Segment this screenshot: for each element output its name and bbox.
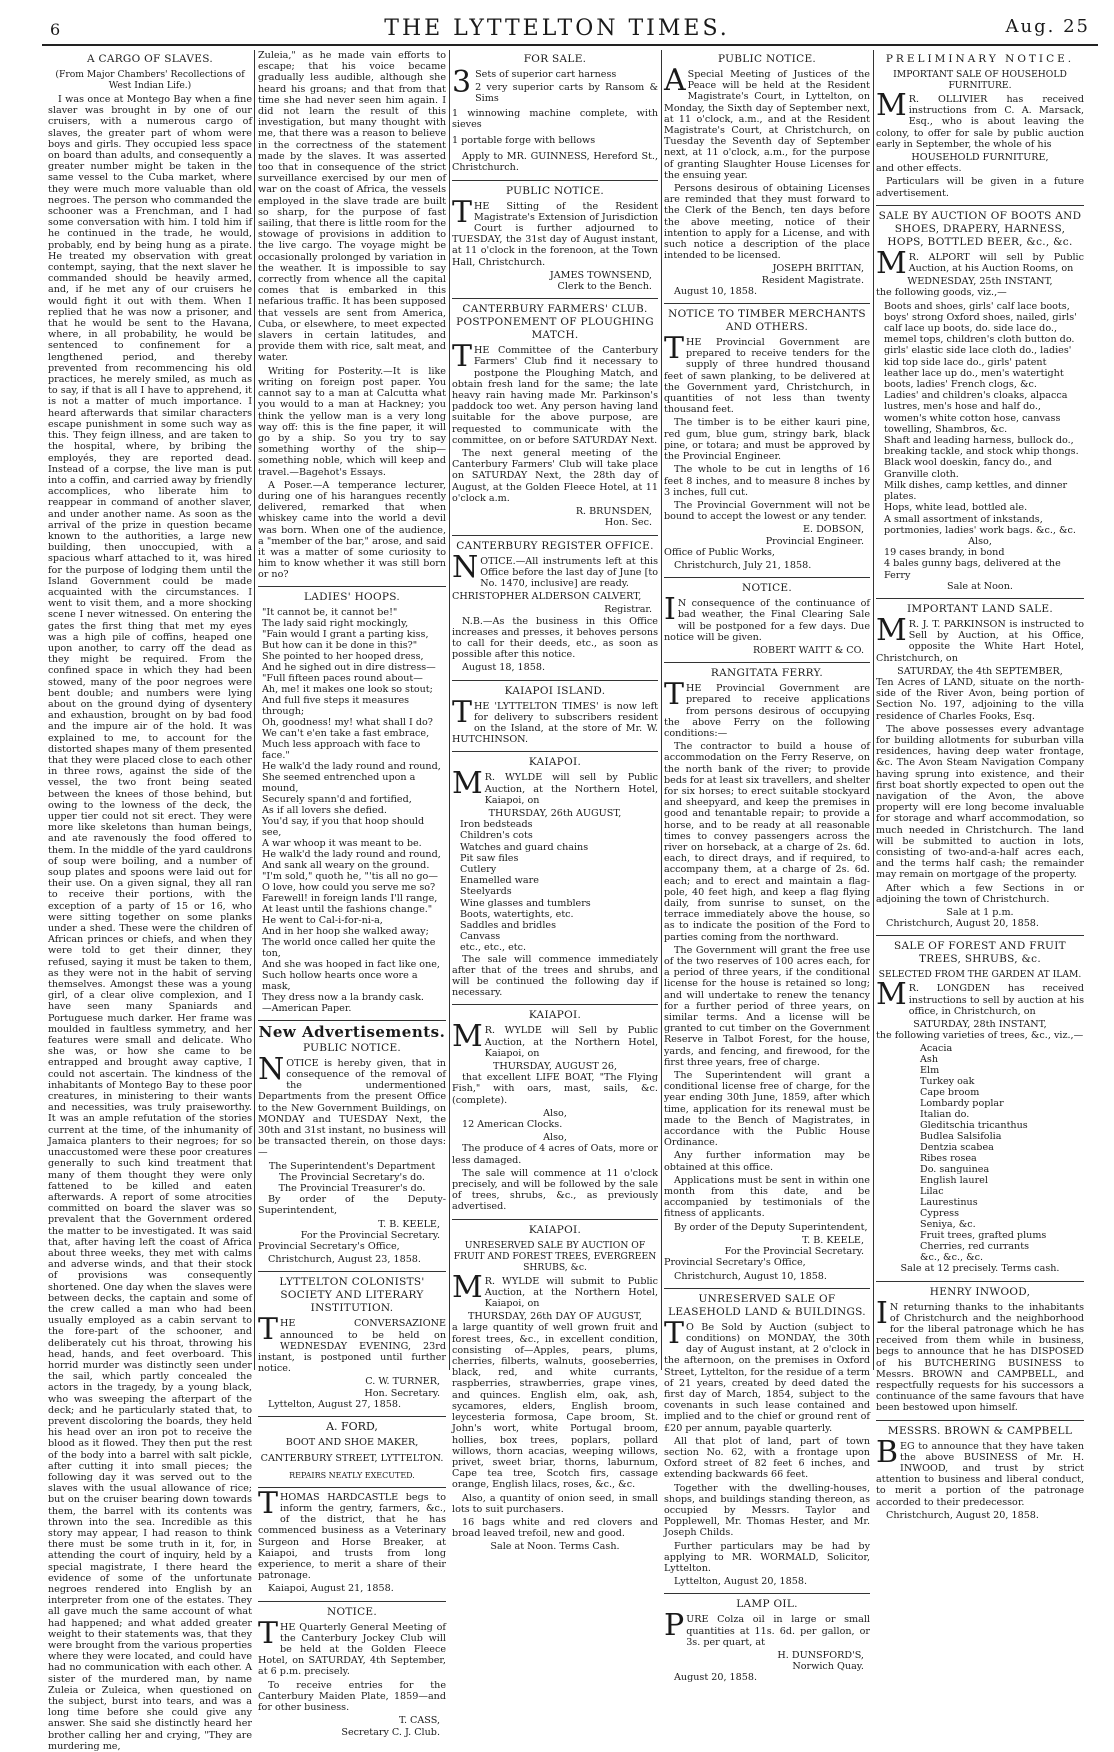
ad-title: CANTERBURY REGISTER OFFICE. <box>456 539 654 552</box>
article-source: (From Major Chambers' Recollections of West Indian Life.) <box>55 69 245 91</box>
list-item: Seniya, &c. <box>920 1219 976 1231</box>
list-item: Turkey oak <box>920 1076 975 1088</box>
ad-lamp-oil <box>664 1598 870 1683</box>
separator <box>258 1020 446 1021</box>
ad-signature-role: For the Provincial Secretary. <box>724 1246 864 1258</box>
list-item: Dentzia scabea <box>920 1142 994 1154</box>
ad-public-notice <box>452 185 658 293</box>
separator <box>876 598 1084 599</box>
column-divider <box>661 50 662 1370</box>
poem-line: "Fain would I grant a parting kiss, <box>262 628 429 640</box>
ad-body: THE Sitting of the Resident Magistrate's Extension of Jurisdiction Court is further adjourned to TUESDAY, the 31st day of August instant, at 11 o'clock in the forenoon, at the Town Hall, Christchurch. <box>452 194 658 268</box>
ad-body: a large quantity of well grown fruit and forest trees, &c., in excellent condition, consisting of—Apples, pears, plums, cherries, filberts, walnuts, gooseberries, black, red, and white currants, raspberries, strawberries, grape vines, and quinces. English elm, oak, ash, sycamores, elders, English broom, leycesteria formosa, Cape broom, St. John's wort, white Portugal broom, hollies, box trees, poplars, pollard willows, thorn acacias, weeping willows, privet, sweet briar, thorns, laburnum, Cape tea tree, Scotch firs, cassage orange, English lilacs, roses, &c., &c. <box>452 1322 658 1491</box>
list-item: Black wool doeskin, fancy do., and Granville cloth. <box>884 457 1052 480</box>
poem-line: She pointed to her hooped dress, <box>262 650 424 662</box>
ad-body: Applications must be sent in within one month from this date, and be accompanied by testimonials of the fitness of applicants. <box>664 1174 870 1220</box>
ad-a-ford <box>258 1421 446 1481</box>
ad-title: IMPORTANT LAND SALE. <box>906 602 1054 615</box>
ad-signature: C. W. TURNER, <box>365 1376 440 1388</box>
ad-line: Sets of superior cart harness <box>475 69 617 80</box>
list-item: Hops, white lead, bottled ale. <box>884 502 1028 514</box>
ad-line: 19 cases brandy, in bond <box>884 547 1005 559</box>
list-item: Enamelled ware <box>460 875 539 887</box>
ad-title: KAIAPOI ISLAND. <box>504 684 606 697</box>
poem-line: Farewell! in foreign lands I'll range, <box>262 892 438 904</box>
ad-notice-waitt <box>664 582 870 656</box>
ad-body: THE CONVERSAZIONE announced to be held on WEDNESDAY EVENING, 23rd instant, is postponed until further notice. <box>258 1312 446 1375</box>
ad-footer: Sale at Noon. Terms Cash. <box>490 1541 620 1553</box>
ad-body: THE Quarterly General Meeting of the Canterbury Jockey Club will be held at the Golden Fleece Hotel, on SATURDAY, 4th September, at 6 p.m. precisely. <box>258 1615 446 1678</box>
ad-signature-role: Clerk to the Bench. <box>557 281 652 293</box>
ad-title: A. FORD, <box>326 1420 378 1434</box>
separator <box>664 577 870 578</box>
ad-title: SALE BY AUCTION OF BOOTS AND SHOES, DRAPERY, HARNESS, HOPS, BOTTLED BEER, &c., &c. <box>878 209 1082 248</box>
ad-subtitle: UNRESERVED SALE BY AUCTION OF FRUIT AND FOREST TREES, EVERGREEN SHRUBS, &c. <box>453 1239 657 1273</box>
ad-body: The Superintendent will grant a conditional license free of charge, for the year ending 30th June, 1859, after which time, application for its renewal must be made to the Bench of Magistrates, in accordance with the Public House Ordinance. <box>664 1070 870 1149</box>
ad-signature: T. B. KEELE, <box>378 1218 440 1230</box>
list-item: &c., &c., &c. <box>920 1252 984 1264</box>
list-item: Shaft and leading harness, bullock do., breaking tackle, and stock whip thongs. <box>884 435 1079 458</box>
ad-signature: T. CASS, <box>398 1715 440 1727</box>
ad-signature-role: Provincial Engineer. <box>765 535 864 547</box>
ad-line: 12 American Clocks. <box>462 1119 563 1131</box>
separator <box>664 1593 870 1594</box>
column-divider <box>449 50 450 1370</box>
separator <box>258 1487 446 1488</box>
ad-kaiapoi-wylde-2 <box>452 1009 658 1212</box>
ad-footer: Sale at Noon. <box>947 580 1013 592</box>
column-divider <box>873 50 874 1370</box>
numeral-three: 3 <box>452 65 472 100</box>
ad-body: NOTICE.—All instruments left at this Office before the last day of June [to No. 1470, inclusive] are ready. <box>452 549 658 589</box>
ad-body: The timber is to be either kauri pine, red gum, blue gum, stringy bark, black pine, or totara; and must be approved by the Provincial Engineer. <box>664 417 870 463</box>
poem-line: Ah, me! it makes one look so stout; <box>262 683 433 695</box>
poem-line: "It cannot be, it cannot be!" <box>262 606 398 618</box>
ad-signature: H. DUNSFORD'S, <box>777 1649 864 1661</box>
ad-signature-role: For the Provincial Secretary. <box>300 1229 440 1241</box>
list-item: Fruit trees, grafted plums <box>920 1230 1047 1242</box>
separator <box>664 662 870 663</box>
ad-kaiapoi-wylde-3 <box>452 1224 658 1553</box>
poem-line: They dress now a la brandy cask. <box>262 991 424 1003</box>
ad-body: THOMAS HARDCASTLE begs to inform the gentry, farmers, &c., of the district, that he has commenced business as a Veterinary Surgeon and Horse Breaker, at Kaiapoi, and trusts from long experience, to merit a share of their patronage. <box>258 1485 446 1582</box>
ad-date: WEDNESDAY, 25th INSTANT, <box>907 276 1053 288</box>
column-2 <box>258 50 446 1738</box>
ad-line: the following varieties of trees, &c., viz.,— <box>876 1030 1084 1042</box>
ad-body: MR. WYLDE will Sell by Public Auction, at the Northern Hotel, Kaiapoi, on <box>452 1019 658 1059</box>
ad-signature: ROBERT WAITT & CO. <box>752 644 864 656</box>
poem-line: Securely spann'd and fortified, <box>262 793 412 805</box>
ad-body: The contractor to build a house of accommodation on the Ferry Reserve, on the north bank of the river; to provide beds for at least six travellers, and shelter for six horses; to erect suitable stockyard and sheepyard, and keep the premises in good and tenantable repair; to provide a horse, and to be ready at all reasonable times to convey passengers across the river on horseback, at a charge of 2s. 6d. each, to direct drays, and if required, to accompany them, at a charge of 2s. 6d. each; and to erect and maintain a flag-pole, 40 feet high, and keep a flag flying daily, from sunrise to sunset, on the terrace immediately above the house, so as to indicate the position of the Ford to parties coming from the northward. <box>664 741 871 943</box>
list-item: etc., etc., etc. <box>460 942 527 954</box>
ad-signature-role: Secretary C. J. Club. <box>341 1726 440 1738</box>
ad-footer: Christchurch, July 21, 1858. <box>674 559 812 571</box>
ad-public-notice <box>258 1042 446 1266</box>
ad-kaiapoi-island <box>452 685 658 746</box>
ad-forest-fruit-trees <box>876 940 1084 1274</box>
ad-title: NOTICE. <box>326 1605 378 1618</box>
ad-preliminary-notice <box>876 53 1084 199</box>
ad-body: MR. LONGDEN has received instructions to sell by auction at his office, in Christchurch, on <box>876 977 1084 1017</box>
list-item: Pit saw files <box>460 852 519 864</box>
list-item: Cypress <box>920 1208 960 1220</box>
ad-unreserved-sale <box>664 1293 870 1588</box>
ad-signature: T. B. KEELE, <box>802 1234 864 1246</box>
ad-title: LAMP OIL. <box>736 1598 798 1611</box>
list-item: Wine glasses and tumblers <box>460 897 591 909</box>
ad-line: CANTERBURY STREET, LYTTELTON. <box>260 1453 444 1465</box>
ad-public-notice-justices <box>664 53 870 297</box>
ad-footer: Sale at 12 precisely. Terms cash. <box>900 1263 1060 1275</box>
ad-line: Sale at 1 p.m. <box>946 907 1014 918</box>
list-item: Cutlery <box>460 863 497 875</box>
ad-title: HENRY INWOOD, <box>929 1285 1031 1298</box>
ad-line: BOOT AND SHOE MAKER, <box>285 1437 419 1449</box>
list-item: Elm <box>920 1065 940 1077</box>
writing-for-posterity: Writing for Posterity.—It is like writing on foreign post paper. You cannot say to a man at Calcutta what you would to a man at Hackney; you think the yellow man is a very long way off: this is the fine paper, it will go by a ship. So you try to say something worthy of the ship—something noble, which will keep and travel.—Bagehot's Essays. <box>258 365 446 478</box>
ad-body: The sale will commence immediately after that of the trees and shrubs, and will be continued the following day if necessary. <box>452 953 658 999</box>
ad-body: After which a few Sections in or adjoining the town of Christchurch. <box>876 882 1084 905</box>
section-heading-new-advertisements: New Advertisements. <box>258 1022 446 1041</box>
ad-title: PRELIMINARY NOTICE. <box>885 53 1075 65</box>
ad-kaiapoi-wylde-1 <box>452 756 658 998</box>
ad-title: KAIAPOI. <box>528 756 582 769</box>
poem-line: He walk'd the lady round and round, <box>262 848 441 860</box>
ad-body: All that plot of land, part of town section No. 62, with a frontage upon Oxford street of 82 feet 6 inches, and extending backwards 66 feet. <box>664 1435 870 1481</box>
ad-body: THE 'LYTTELTON TIMES' is now left for delivery to subscribers resident on the Island, at the store of Mr. W. HUTCHINSON. <box>452 694 658 746</box>
item-list <box>876 1043 1084 1263</box>
list-item: Steelyards <box>460 886 512 898</box>
ad-rangitata-ferry <box>664 667 870 1282</box>
separator <box>258 1271 446 1272</box>
ad-line: 2 very superior carts by Ransom & Sims <box>475 82 658 105</box>
ad-line: 1 winnowing machine complete, with sieves <box>452 107 658 130</box>
list-item: A small assortment of inkstands, portmonies, ladies' work bags. &c., &c. <box>884 513 1076 536</box>
poem-line: He went to Cal-i-for-ni-a, <box>262 914 383 926</box>
ad-subtitle: IMPORTANT SALE OF HOUSEHOLD FURNITURE. <box>893 69 1067 91</box>
poem-line: "Full fifteen paces round about— <box>262 672 423 684</box>
poem-line: And in her hoop she walked away; <box>262 925 429 937</box>
ad-body: The next general meeting of the Canterbury Farmers' Club will take place on SATURDAY Next, the 28th day of August, at the Golden Fleece Hotel, at 11 o'clock a.m. <box>452 448 658 504</box>
header-rule <box>42 44 1098 46</box>
ad-line: Also, <box>543 1107 567 1119</box>
ad-title: PUBLIC NOTICE. <box>717 53 817 65</box>
list-item: Boots, watertights, etc. <box>460 908 574 920</box>
ad-body: The above possesses every advantage for building allotments for suburban villa residences, having deep water frontage, &c. The Avon Steam Navigation Company having sprung into existence, and their first boat shortly expected to open out the navigation of the Avon, the above property will ere long become invaluable for storage and wharf accommodation, so much needed in Christchurch. The land will be submitted to auction in lots, consisting of two-and-a-half acres each, and the terms half cash; the remainder may remain on mortgage of the property. <box>876 723 1084 881</box>
poem-line: You'd say, if you that hoop should see, <box>262 815 425 838</box>
ad-line: and other effects. <box>876 163 962 175</box>
ad-date: August 18, 1858. <box>462 662 546 674</box>
list-item: Ash <box>920 1054 939 1066</box>
poem-line: "I'm sold," quoth he, "'tis all no go— <box>262 870 438 882</box>
ad-line: The produce of 4 acres of Oats, more or less damaged. <box>452 1143 658 1166</box>
ad-date: SATURDAY, 28th INSTANT, <box>913 1019 1047 1031</box>
list-item: Children's cots <box>460 830 533 842</box>
ad-colonists-society <box>258 1276 446 1410</box>
ad-body: To receive entries for the Canterbury Maiden Plate, 1859—and for other business. <box>258 1679 446 1714</box>
poem-line: We can't e'en take a fast embrace, <box>262 727 430 739</box>
ad-jockey-club <box>258 1606 446 1738</box>
list-item: Saddles and bridles <box>460 919 556 931</box>
poem-line: A war whoop it was meant to be. <box>262 837 422 849</box>
poem-line: But how can it be done in this?" <box>262 639 418 651</box>
ad-signature: JOSEPH BRITTAN, <box>772 263 864 275</box>
ad-date: August 20, 1858. <box>674 1672 758 1684</box>
ad-date: Christchurch, August 20, 1858. <box>886 1509 1039 1521</box>
poem-line: Oh, goodness! my! what shall I do? <box>262 716 433 728</box>
ad-title: SALE OF FOREST AND FRUIT TREES, SHRUBS, &c. <box>894 940 1066 966</box>
ad-body: The Government will grant the free use of the two reserves of 100 acres each, for a period of three years, if the conditional license for the house is retained so long; and will undertake to renew the tenancy for a further period of three years, on similar terms. And a license will be granted to cut timber on the Government Reserve in Talbot Forest, for the house, yards, and fencing, and firewood, for the first three years, free of charge. <box>664 944 870 1068</box>
list-item: Ladies' and children's cloaks, alpacca lustres, men's hose and half do., women's white cotton hose, canvass towelling, Shambros, &c. <box>884 390 1068 435</box>
ad-body: ASpecial Meeting of Justices of the Peace will be held at the Resident Magistrate's Court, in Lyttelton, on Monday, the Sixth day of September next, at 11 o'clock, a.m., and at the Resident Magistrate's Court, at Christchurch, on Tuesday the Seventh day of September next, at 11 o'clock, a.m., for the purpose of granting Slaughter House Licenses for the ensuing year. <box>664 63 870 181</box>
poem-line: Such hollow hearts once wore a mask, <box>262 969 418 992</box>
separator <box>876 1281 1084 1282</box>
list-item: Cherries, red currants <box>920 1241 1029 1253</box>
ad-body: N.B.—As the business in this Office increases and presses, it behoves persons to call for their deeds, etc., as soon as possible after this notice. <box>452 615 658 661</box>
ad-footer: Christchurch, August 10, 1858. <box>674 1270 827 1282</box>
list-item: Laurestinus <box>920 1197 978 1209</box>
ad-footer: Provincial Secretary's Office, <box>258 1241 400 1252</box>
ad-body: Also, a quantity of onion seed, in small lots to suit purchasers. <box>452 1492 658 1515</box>
poem-line: And he sighed out in dire distress— <box>262 661 436 673</box>
article-title: A CARGO OF SLAVES. <box>86 53 214 65</box>
page-number: 6 <box>50 20 61 39</box>
ad-title: LYTTELTON COLONISTS' SOCIETY AND LITERARY INSTITUTION. <box>279 1276 425 1315</box>
list-item: Milk dishes, camp kettles, and dinner plates. <box>884 479 1068 503</box>
ad-body: MR. WYLDE will submit to Public Auction, at the Northern Hotel, Kaiapoi, on <box>452 1269 658 1310</box>
ad-date: THURSDAY, 26th DAY OF AUGUST, <box>468 1311 642 1323</box>
poem-line: The lady said right mockingly, <box>262 617 409 629</box>
ad-date: Christchurch, August 20, 1858. <box>886 918 1039 930</box>
ad-important-land-sale <box>876 603 1084 929</box>
ad-subtitle: SELECTED FROM THE GARDEN AT ILAM. <box>878 969 1082 981</box>
ad-date: SATURDAY, the 4th SEPTEMBER, <box>897 665 1063 677</box>
ad-body: The Provincial Government will not be bound to accept the lowest or any tender. <box>664 499 870 523</box>
ad-title: UNRESERVED SALE OF LEASEHOLD LAND & BUILDINGS. <box>668 1292 866 1318</box>
ad-title: NOTICE. <box>741 582 793 595</box>
article-body: I was once at Montego Bay when a fine slaver was brought in by one of our cruisers, with a numerous cargo of slaves, the greater part of whom were boys and girls. They occupied less space on board than adults, and consequently a greater number might be taken in the same vessel to the Cuba market, where they were much more valuable than old negroes. The person who commanded the schooner was a Frenchman, and I had some conversation with him. I told him if he continued in the trade, he would, probably, end by being hung as a pirate. He treated my observation with great contempt, saying, that the next slaver he commanded should be heavily armed, and, if he met any of our cruisers he would fight it out with them. When I replied that he was now a prisoner, and that he would be sent to the Havana, where, in all probability, he would be sentenced to confinement for a lengthened period, and thereby prevented from recommencing his old practices, he merely smiled, as much as to say, if that is all I have to apprehend, it is not a matter of much importance. I heard afterwards that similar characters escape punishment in some such way as this. They feign illness, and are taken to the hospital, where, by bribing the employés, they are reported dead. Instead of a corpse, the live man is put into a coffin, and carried away by friendly accomplices, who liberate him to reappear in command of another slaver, and under another name. As soon as the arrival of the prize in question became known to the authorities, a large new building, then unoccupied, with a spacious wharf attached to it, was hired for the purpose of lodging them until the Island Government could be made acquainted with the circumstances. I went to visit them, and a more shocking scene I never witnessed. On entering the gates the first thing that met my eyes was a high pile of coffins, heaped one upon another, to carry off the dead as they might be required. From the confined space in which they had been stowed, many of the poor negroes were bent double; and numbers were lying about on the ground dying of dysentery and exhaustion, brought on by bad food and the impure air of the hold. It was explained to me, to account for the distorted shapes many of them presented that they were placed close to each other in three rows, against the side of the vessel, the two front being seated between the knees of those behind, but owing to the lowness of the deck, the upper tier could not sit erect. They were more like skeletons than human beings, and ate ravenously the food offered to them. In the middle of the yard cauldrons of soup were boiling, and a number of soup plates and spoons were laid out for their use. On a given signal, they all ran to receive their portions, with the exception of a party of 15 or 16, who were sitting together on some planks under a shed. These were the children of African princes or chiefs, and when they were told to get their dinner, they refused, saying it must be taken to them, as they were not in the habit of serving themselves. Amongst these was a young girl, of a clear olive complexion, and I have seen many Spaniards and Portuguese much darker. Her frame was moulded in faultless symmetry, and her features were small and delicate. Who she was, or how she came to be entrapped and brought away captive, I could not ascertain. The kindness of the inhabitants of Montego Bay to these poor creatures, in ministering to their wants and necessities, was truly praiseworthy. It was an ample refutation of the stories current at the time, of the inhumanity of Jamaica planters to their negroes; for so unaccustomed were these poor creatures generally to such kind treatment that many of them thought they were only fattened to be killed and eaten afterwards. A report of some atrocities committed on board the slaver was so prevalent that the Government ordered the matter to be investigated. It was said that, after having left the coast of Africa about three weeks, they met with calms and adverse winds, and that their stock of provisions was consequently shortened. One day when the slaves were between decks, the captain and some of the crew called a man who had been usually employed as a cabin servant to the fore-part of the schooner, and deliberately cut his throat, throwing his head, hands, and feet overboard. This horrid murder was distinctly seen under the sail, which partly concealed the actors in the tragedy, by a young black, who was sweeping the afterpart of the deck; and he particularly stated that, to prevent discoloring the boards, they held his head over an iron pot to receive the blood as it flowed. They then put the rest of the body into a barrel with salt pickle, after cutting it into small pieces; the following day it was served out to the slaves with the usual allowance of rice; but on the cruiser bearing down towards them, the barrel with its contents was thrown into the sea. Incredible as this story may appear, I had reason to think there must be some truth in it, for, in attending the court of inquiry, held by a special magistrate, I there heard the evidence of some of the unfortunate negroes rendered into English by an interpreter from one of the estates. They all gave much the same account of what had happened; and what added greater weight to their statements was, that they were brought from the various properties where they were located, and could have had no communication with each other. A sister of the murdered man, by name Zuleia or Zuleica, when questioned on the subject, burst into tears, and was a long time before she could give any answer. She said she distinctly heard her brother calling her and crying, "They are murdering me, <box>48 94 252 1752</box>
ad-signature-role: Registrar. <box>604 604 652 616</box>
ad-thomas-hardcastle <box>258 1485 446 1595</box>
ad-body: THE Committee of the Canterbury Farmers' Club find it necessary to postpone the Ploughing Match, and obtain fresh land for the same; the late heavy rain having made Mr. Parkinson's paddock too wet. Any person having land suitable for the above purpose, are requested to communicate with the committee, on or before SATURDAY Next. <box>452 339 658 446</box>
list-item: Watches and guard chains <box>460 841 589 853</box>
list-item: Acacia <box>920 1043 953 1055</box>
ad-body: MR. J. T. PARKINSON is instructed to Sell by Auction, at his Office, opposite the White Hart Hotel, Christchurch, on <box>876 612 1084 664</box>
ad-body: that excellent LIFE BOAT, "The Flying Fish," with oars, mast, sails, &c. (complete). <box>452 1072 658 1106</box>
ad-body: NOTICE is hereby given, that in consequence of the removal of the undermentioned Departments from the present Office to the New Government Buildings, on MONDAY and TUESDAY Next, the 30th and 31st instant, no business will be transacted therein, on those days:— <box>258 1051 446 1159</box>
ad-date: THURSDAY, 26th AUGUST, <box>488 807 622 819</box>
column-5 <box>876 50 1084 1521</box>
ad-line: Also, <box>968 535 992 547</box>
poem-source: —American Paper. <box>262 1002 352 1014</box>
ad-body: 16 bags white and red clovers and broad leaved trefoil, new and good. <box>452 1516 658 1540</box>
newspaper-title: THE LYTTELTON TIMES. <box>384 16 730 41</box>
ad-body: THE Provincial Government are prepared to receive applications from persons desirous of occupying the above Ferry on the following conditions:— <box>664 677 870 739</box>
ad-body: IN consequence of the continuance of bad weather, the Final Clearing Sale will be postponed for a few days. Due notice will be given. <box>664 592 870 643</box>
ad-timber-merchants <box>664 308 870 571</box>
ad-line: HOUSEHOLD FURNITURE, <box>911 152 1049 164</box>
ad-brown-campbell <box>876 1425 1084 1521</box>
poem-line: Much less approach with face to face." <box>262 738 421 761</box>
ad-signature-role: Resident Magistrate. <box>761 274 864 286</box>
ad-farmers-club <box>452 303 658 528</box>
column-divider <box>254 50 255 1370</box>
ad-body: The sale will commence at 11 o'clock precisely, and will be followed by the sale of trees, shrubs, &c., as previously advertised. <box>452 1167 658 1213</box>
list-item: Italian do. <box>920 1109 970 1121</box>
poem-line: She seemed entrenched upon a mound, <box>262 771 416 794</box>
poem-line: The world once called her quite the ton, <box>262 936 436 959</box>
separator <box>452 535 658 536</box>
ad-body: BEG to announce that they have taken the above BUSINESS of Mr. H. INWOOD, and trust by strict attention to business and liberal conduct, to merit a portion of the patronage accorded to their predecessor. <box>876 1434 1084 1508</box>
list-item: Cape broom <box>920 1087 980 1099</box>
ad-signature-role: Norwich Quay. <box>792 1661 864 1673</box>
list-item: Iron bedsteads <box>460 819 533 831</box>
poem-ladies-hoops <box>258 591 446 1014</box>
ad-title: MESSRS. BROWN & CAMPBELL <box>887 1424 1073 1437</box>
separator <box>452 751 658 752</box>
ad-body: PURE Colza oil in large or small quantities at 11s. 6d. per gallon, or 3s. per quart, at <box>664 1608 870 1648</box>
list-item: Lombardy poplar <box>920 1098 1004 1110</box>
ad-register-office <box>452 540 658 674</box>
ad-title: FOR SALE. <box>523 53 587 65</box>
ad-alport-sale <box>876 210 1084 592</box>
column-1 <box>48 50 252 1752</box>
ad-date: THURSDAY, AUGUST 26, <box>492 1061 618 1073</box>
list-item: Gleditschia tricanthus <box>920 1120 1028 1132</box>
ad-line: The Superintendent's Department <box>268 1160 436 1172</box>
ad-line: Also, <box>543 1132 567 1144</box>
ad-body: MR. WYLDE will sell by Public Auction, at the Northern Hotel, Kaiapoi, on <box>452 766 658 806</box>
separator <box>452 680 658 681</box>
ad-title: KAIAPOI. <box>528 1223 582 1236</box>
ad-line: 1 portable forge with bellows <box>452 135 596 147</box>
poem-line: At least until the fashions change." <box>262 903 433 915</box>
ad-body: Apply to MR. GUINNESS, Hereford St., Christchurch. <box>452 151 658 174</box>
ad-body: Together with the dwelling-houses, shops, and buildings standing thereon, as occupied by Messrs. Taylor and Popplewell, Mr. Thomas Hester, and Mr. Joseph Childs. <box>664 1482 870 1539</box>
ad-signature: E. DOBSON, <box>803 524 864 536</box>
ad-title: RANGITATA FERRY. <box>710 667 824 680</box>
poem-line: And full five steps it measures through; <box>262 694 410 717</box>
page-header <box>0 0 1114 44</box>
ad-line: REPAIRS NEATLY EXECUTED. <box>289 1470 415 1480</box>
separator <box>258 1601 446 1602</box>
separator <box>258 1416 446 1417</box>
list-item: Lilac <box>920 1186 944 1198</box>
ad-henry-inwood <box>876 1286 1084 1414</box>
separator <box>452 298 658 299</box>
a-poser: A Poser.—A temperance lecturer, during one of his harangues recently delivered, remarked that when whiskey came into the world a devil was born. When one of the audience, a "member of the bar," arose, and said it was a matter of some curiosity to him to know whether it was still born or no? <box>258 479 446 581</box>
ad-date: Kaiapoi, August 21, 1858. <box>268 1583 394 1595</box>
list-item: Do. sanguinea <box>920 1164 990 1176</box>
ad-line: By order of the Deputy-Superintendent, <box>258 1194 446 1217</box>
ad-body: The whole to be cut in lengths of 16 feet 8 inches, and to measure 8 inches by 3 inches, full cut. <box>664 464 870 498</box>
separator <box>452 1004 658 1005</box>
issue-date: Aug. 25 <box>1005 16 1090 37</box>
poem-line: And she was hooped in fact like one, <box>262 958 440 970</box>
column-4 <box>664 50 871 1684</box>
separator <box>876 205 1084 206</box>
separator <box>452 1219 658 1220</box>
ad-body: MR. OLLIVIER has received instructions from C. A. Marsack, Esq., who is about leaving the colony, to offer for sale by public auction early in September, the whole of his <box>876 88 1084 150</box>
separator <box>258 586 446 587</box>
poem-line: As if all lovers she defied. <box>262 804 387 816</box>
ad-body: THE Provincial Government are prepared to receive tenders for the supply of three hundred thousand feet of sawn planking, to be delivered at the Government yard, Christchurch, in quantities of not less than twenty thousand feet. <box>664 331 870 416</box>
ad-signature: JAMES TOWNSEND, <box>549 269 652 281</box>
ad-title: KAIAPOI. <box>528 1009 582 1022</box>
poem-line: And sank all weary on the ground. <box>262 859 430 871</box>
separator <box>876 1420 1084 1421</box>
list-item: Canvass <box>460 931 501 943</box>
ad-date: August 10, 1858. <box>674 285 758 297</box>
ad-line: the following goods, viz.,— <box>876 287 1007 299</box>
ad-body: MR. ALPORT will sell by Public Auction, at his Auction Rooms, on <box>876 245 1084 281</box>
ad-body: Ten Acres of LAND, situate on the north-side of the River Avon, being portion of Section No. 197, adjoining to the villa residence of Charles Fooks, Esq. <box>876 676 1084 722</box>
ad-title: NOTICE TO TIMBER MERCHANTS AND OTHERS. <box>668 308 866 334</box>
separator <box>664 303 870 304</box>
ad-signature-role: Hon. Sec. <box>604 517 652 529</box>
ad-body: By order of the Deputy Superintendent, <box>674 1221 868 1233</box>
ad-signature-role: Hon. Secretary. <box>364 1387 440 1399</box>
ad-title: PUBLIC NOTICE. <box>302 1041 402 1054</box>
ad-for-sale <box>452 53 658 174</box>
ad-line: Particulars will be given in a future advertisement. <box>876 176 1084 199</box>
ad-name: CHRISTOPHER ALDERSON CALVERT, <box>452 591 642 603</box>
ad-title: PUBLIC NOTICE. <box>505 184 605 197</box>
ad-footer: Provincial Secretary's Office, <box>664 1257 806 1269</box>
ad-body: Any further information may be obtained at this office. <box>664 1150 870 1173</box>
separator <box>452 180 658 181</box>
ad-body: IN returning thanks to the inhabitants of Christchurch and the neighborhood for the liberal patronage which he has received from them while in business, begs to announce that he has DISPOSED of his BUTCHERING BUSINESS to Messrs. BROWN and CAMPBELL, and respectfully requests for his successors a continuance of the same favours that have been bestowed upon himself. <box>876 1295 1084 1414</box>
poem-title: LADIES' HOOPS. <box>304 590 400 603</box>
article-continuation: Zuleia," as he made vain efforts to escape; that his voice became gradually less audible, although she heard his groans; and that from that time she had never seen him again. I did not learn the result of this investigation, but many thought with me, that there was a reason to believe in the correctness of the statement made by the slaves. It was asserted too that in consequence of the strict surveillance exercised by our men of war on the coast of Africa, the vessels employed in the slave trade are built so sharp, for the purpose of fast sailing, that there is little room for the stowage of provisions in addition to the live cargo. The voyage might be occasionally prolonged by variation in the weather. It is impossible to say correctly from whence all the capital comes that is embarked in this nefarious traffic. It has been supposed that vessels are sent from America, Cuba, or elsewhere, to meet expected slavers in certain latitudes, and provide them with rice, salt meat, and water. <box>258 50 446 364</box>
ad-footer: Office of Public Works, <box>664 546 775 558</box>
ad-title: CANTERBURY FARMERS' CLUB. POSTPONEMENT OF PLOUGHING MATCH. <box>456 303 654 342</box>
separator <box>664 1288 870 1289</box>
ad-date: Lyttelton, August 27, 1858. <box>268 1398 402 1410</box>
separator <box>876 935 1084 936</box>
column-3 <box>452 50 658 1553</box>
ad-line: The Provincial Secretary's do. <box>279 1171 425 1183</box>
article-cargo-of-slaves <box>48 53 252 1752</box>
list-item: Boots and shoes, girls' calf lace boots, boys' strong Oxford shoes, nailed, girls' calf lace up boots, do. side lace do., memel tops, children's cloth button do. girls' elastic side lace cloth do., ladies' kid top side lace do., girls' patent leather lace up do., men's watertight boots, ladies' French clogs, &c. <box>884 300 1077 391</box>
list-item: English laurel <box>920 1175 988 1187</box>
list-item: Ribes rosea <box>920 1153 977 1165</box>
ad-body: Persons desirous of obtaining Licenses are reminded that they must forward to the Clerk of the Bench, ten days before the above meeting, notice of their intention to apply for a License, and with such notice a description of the place intended to be licensed. <box>664 183 870 262</box>
poem-line: O love, how could you serve me so? <box>262 881 436 893</box>
item-list <box>876 301 1084 536</box>
ad-line: 4 bales gunny bags, delivered at the Ferry <box>884 558 1061 581</box>
ad-body: Further particulars may be had by applying to MR. WORMALD, Solicitor, Lyttelton. <box>664 1540 870 1574</box>
ad-date: Lyttelton, August 20, 1858. <box>674 1576 808 1588</box>
ad-body: TO Be Sold by Auction (subject to conditions) on MONDAY, the 30th day of August instant, at 2 o'clock in the afternoon, on the premises in Oxford Street, Lyttelton, for the residue of a term of 21 years, created by deed dated the first day of March, 1854, subject to the covenants in such lease contained and implied and to the chief or ground rent of £20 per annum, payable quarterly. <box>664 1315 870 1434</box>
list-item: Budlea Salsifolia <box>920 1131 1002 1143</box>
poem-line: He walk'd the lady round and round, <box>262 760 441 772</box>
item-list <box>452 819 658 953</box>
ad-signature: R. BRUNSDEN, <box>575 506 652 518</box>
ad-line: The Provincial Treasurer's do. <box>278 1182 426 1194</box>
poem-lines <box>258 607 446 1003</box>
ad-footer: Christchurch, August 23, 1858. <box>268 1254 421 1266</box>
